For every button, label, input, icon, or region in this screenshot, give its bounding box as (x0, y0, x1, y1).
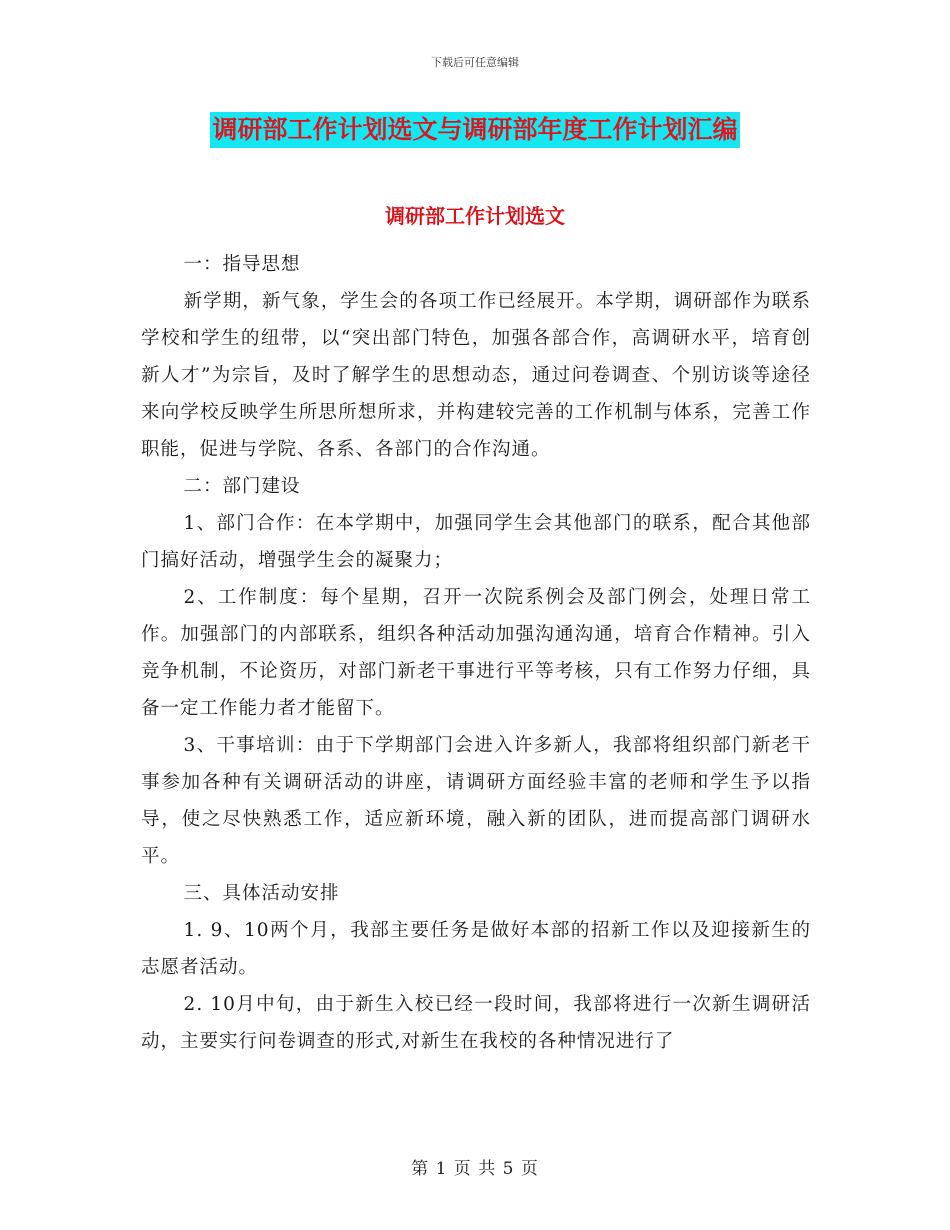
paragraph-intro: 新学期，新气象，学生会的各项工作已经展开。本学期，调研部作为联系学校和学生的纽带，以“突出部门特色，加强各部合作，高调研水平，培育创新人才”为宗旨，及时了解学生的思想动态，通过问卷调查、个别访谈等途径来向学校反映学生所思所想所求，并构建较完善的工作机制与体系，完善工作职能，促进与学院、各系、各部门的合作沟通。 (141, 291, 811, 460)
paragraph-department-cooperation: 1、部门合作：在本学期中，加强同学生会其他部门的联系，配合其他部门搞好活动，增强学生会的凝聚力； (141, 513, 811, 571)
document-main-title: 调研部工作计划选文与调研部年度工作计划汇编 (210, 112, 739, 148)
paragraph-work-system: 2、工作制度：每个星期，召开一次院系例会及部门例会，处理日常工作。加强部门的内部联系，组织各种活动加强沟通沟通，培育合作精神。引入竞争机制，不论资历，对部门新老干事进行平等考核，只有工作努力仔细，具备一定工作能力者才能留下。 (141, 587, 811, 719)
section-title: 调研部工作计划选文 (385, 204, 565, 228)
document-body (141, 220, 811, 1060)
paragraph-activity-1: 1. 9、10两个月，我部主要任务是做好本部的招新工作以及迎接新生的志愿者活动。 (141, 920, 811, 978)
header-note: 下载后可任意编辑 (431, 56, 519, 69)
main-title-container (0, 112, 950, 148)
heading-activity-arrangement: 三、具体活动安排 (183, 883, 340, 904)
paragraph-staff-training: 3、干事培训：由于下学期部门会进入许多新人，我部将组织部门新老干事参加各种有关调研活动的讲座，请调研方面经验丰富的老师和学生予以指导，使之尽快熟悉工作，适应新环境，融入新的团队，进而提高部门调研水平。 (141, 735, 811, 867)
heading-department-building: 二：部门建设 (183, 476, 301, 497)
page-number-footer: 第 1 页 共 5 页 (411, 1159, 539, 1179)
heading-guiding-thought: 一：指导思想 (183, 254, 301, 275)
paragraph-activity-2: 2. 10月中旬，由于新生入校已经一段时间，我部将进行一次新生调研活动，主要实行问卷调查的形式,对新生在我校的各种情况进行了 (141, 994, 811, 1052)
